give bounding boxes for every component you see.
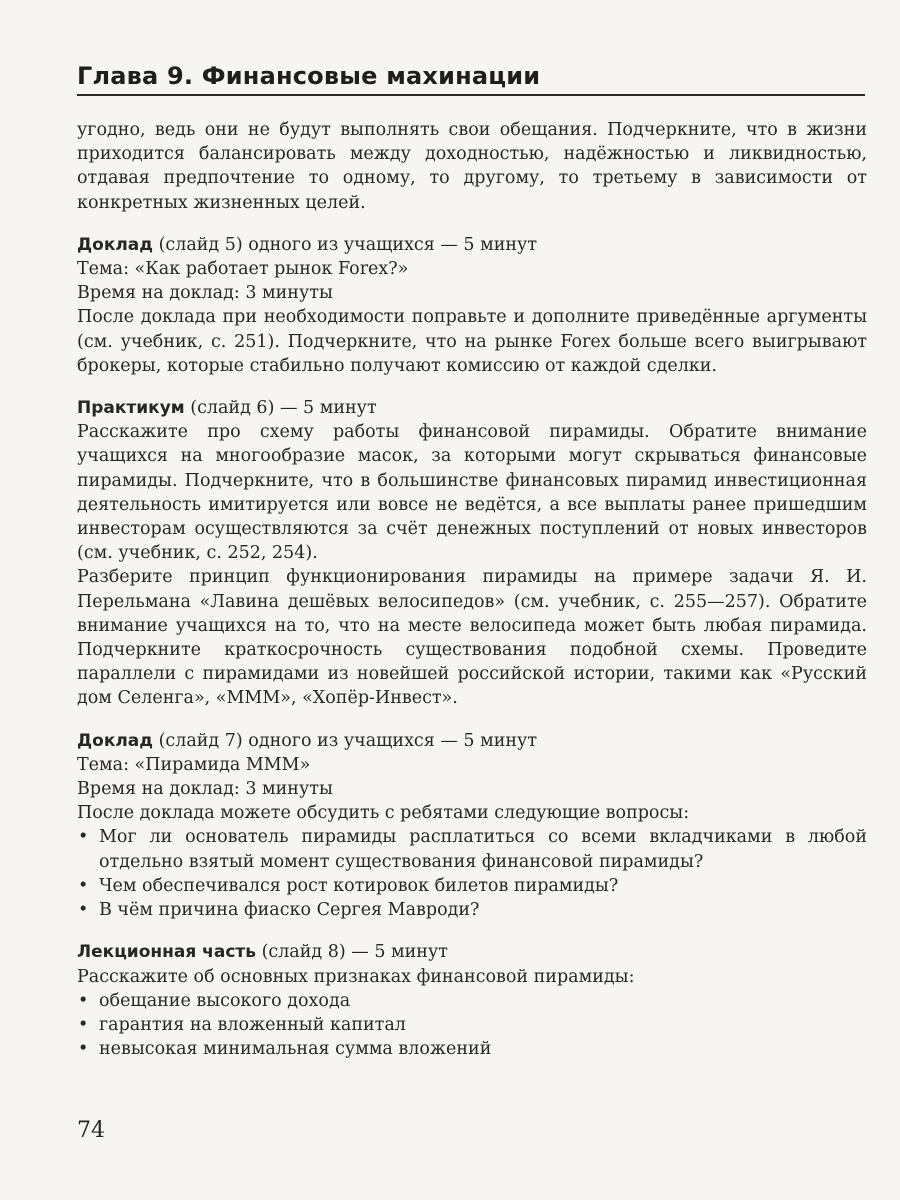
report-section-1 bbox=[77, 233, 867, 378]
list-item-text: В чём причина фиаско Сергея Мавроди? bbox=[99, 900, 480, 921]
header-rule bbox=[77, 94, 865, 96]
list-item bbox=[77, 1037, 867, 1061]
section-heading bbox=[77, 396, 867, 420]
heading-bold: Доклад bbox=[77, 730, 154, 751]
heading-rest: (слайд 8) — 5 минут bbox=[256, 942, 448, 963]
spacer bbox=[77, 922, 867, 940]
report-time: Время на доклад: 3 минуты bbox=[77, 779, 333, 800]
bullet-icon: • bbox=[78, 875, 89, 896]
spacer bbox=[77, 711, 867, 729]
practicum-body-2: Разберите принцип функционирования пирамиды на примере задачи Я. И. Перельмана «Лавина дешёвых велосипедов» (см. учебник, с. 255—257). Обратите внимание учащихся на то, что на месте велосипеда может быть любая пирамида. Подчеркните краткосрочность существования подобной схемы. Проведите параллели с пирамидами из новейшей российской истории, такими как «Русский дом Селенга», «МММ», «Хопёр-Инвест». bbox=[77, 567, 867, 709]
bullet-icon: • bbox=[78, 900, 89, 921]
pyramid-signs-list bbox=[77, 989, 867, 1062]
discussion-questions bbox=[77, 825, 867, 922]
spacer bbox=[77, 378, 867, 396]
list-item bbox=[77, 989, 867, 1013]
heading-rest: (слайд 7) одного из учащихся — 5 минут bbox=[153, 730, 538, 751]
section-heading bbox=[77, 233, 867, 257]
spacer bbox=[77, 215, 867, 233]
section-heading bbox=[77, 940, 867, 964]
bullet-icon: • bbox=[78, 827, 89, 848]
list-item bbox=[77, 874, 867, 898]
list-item bbox=[77, 825, 867, 873]
report-topic: Тема: «Как работает рынок Forex?» bbox=[77, 259, 409, 280]
heading-bold: Доклад bbox=[77, 234, 154, 255]
heading-bold: Лекционная часть bbox=[77, 942, 256, 963]
report-time: Время на доклад: 3 минуты bbox=[77, 283, 333, 304]
list-item-text: Мог ли основатель пирамиды расплатиться со всеми вкладчиками в любой отдельно взятый момент существования финансовой пирамиды? bbox=[99, 827, 867, 872]
bullet-icon: • bbox=[78, 990, 89, 1011]
list-item bbox=[77, 1013, 867, 1037]
heading-bold: Практикум bbox=[77, 398, 185, 419]
intro-paragraph: угодно, ведь они не будут выполнять свои обещания. Подчеркните, что в жизни приходится балансировать между доходностью, надёжностью и ликвидностью, отдавая предпочтение то одному, то другому, то третьему в зависимости от конкретных жизненных целей. bbox=[77, 120, 867, 213]
list-item bbox=[77, 898, 867, 922]
practicum-section bbox=[77, 396, 867, 711]
list-item-text: Чем обеспечивался рост котировок билетов пирамиды? bbox=[99, 875, 619, 896]
list-item-text: обещание высокого дохода bbox=[99, 990, 351, 1011]
page-content bbox=[77, 118, 867, 1061]
report-section-2 bbox=[77, 729, 867, 923]
heading-rest: (слайд 6) — 5 минут bbox=[184, 398, 377, 419]
chapter-title: Глава 9. Финансовые махинации bbox=[77, 62, 541, 90]
lecture-section bbox=[77, 940, 867, 1061]
bullet-icon: • bbox=[78, 1039, 89, 1060]
heading-rest: (слайд 5) одного из учащихся — 5 минут bbox=[153, 234, 538, 255]
list-item-text: гарантия на вложенный капитал bbox=[99, 1014, 406, 1035]
bullet-icon: • bbox=[78, 1014, 89, 1035]
list-item-text: невысокая минимальная сумма вложений bbox=[99, 1039, 492, 1060]
page-number: 74 bbox=[77, 1118, 105, 1143]
report-discussion-intro: После доклада можете обсудить с ребятами следующие вопросы: bbox=[77, 803, 690, 824]
report-body: После доклада при необходимости поправьте и дополните приведённые аргументы (см. учебник, с. 251). Подчеркните, что на рынке Forex больше всего выигрывают брокеры, которые стабильно получают комиссию от каждой сделки. bbox=[77, 307, 867, 376]
report-topic: Тема: «Пирамида МММ» bbox=[77, 754, 311, 775]
practicum-body-1: Расскажите про схему работы финансовой пирамиды. Обратите внимание учащихся на многообразие масок, за которыми могут скрываться финансовые пирамиды. Подчеркните, что в большинстве финансовых пирамид инвестиционная деятельность имитируется или вовсе не ведётся, а все выплаты ранее пришедшим инвесторам осуществляются за счёт денежных поступлений от новых инвесторов (см. учебник, с. 252, 254). bbox=[77, 422, 867, 564]
lecture-intro: Расскажите об основных признаках финансовой пирамиды: bbox=[77, 966, 635, 987]
chapter-header bbox=[77, 60, 865, 96]
section-heading bbox=[77, 729, 867, 753]
